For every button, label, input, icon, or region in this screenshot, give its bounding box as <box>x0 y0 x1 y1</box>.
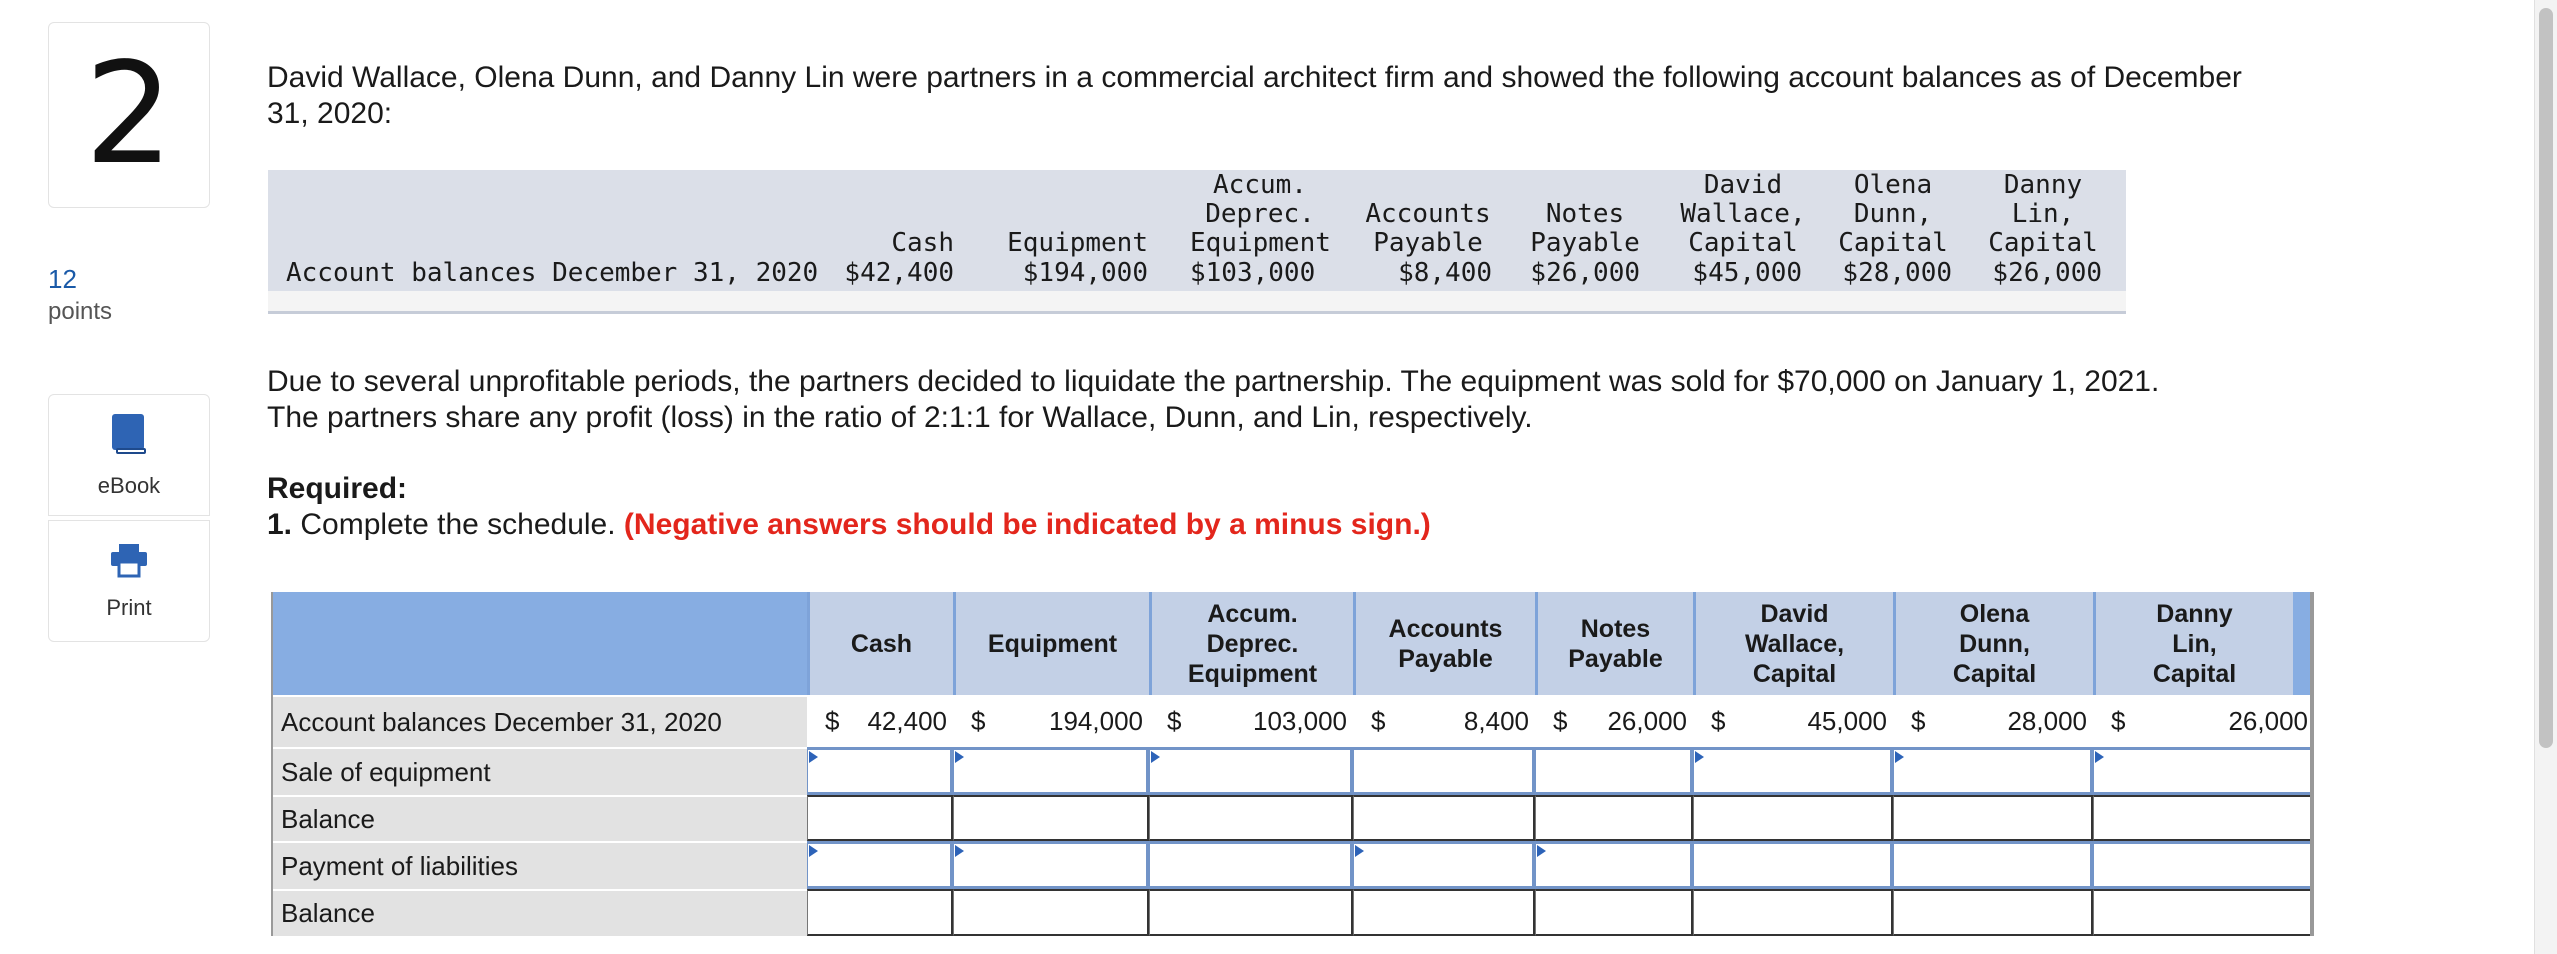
input-flag-icon <box>1895 751 1904 763</box>
schedule-header-dunn-capital: Olena Dunn, Capital <box>1893 592 2093 695</box>
payment-wallace-capital-input[interactable] <box>1693 841 1893 889</box>
liquidation-paragraph: Due to several unprofitable periods, the partners decided to liquidate the partnership. The equipment was sold for $70,000 on January 1, 2021. The partners share any profit (loss) in the ratio of 2:1:1 for Wallace, Dunn, and Lin, respectively. <box>267 365 2160 434</box>
row-label: Balance <box>271 889 807 936</box>
schedule-header-lin-capital: Danny Lin, Capital <box>2093 592 2293 695</box>
balance-notes-payable: $ 26,000 <box>1553 705 1687 736</box>
input-flag-icon <box>955 845 964 857</box>
printer-icon <box>109 542 149 583</box>
table-row <box>271 795 2314 841</box>
balance2-dunn-capital-input[interactable] <box>1893 889 2093 936</box>
points-label: points <box>48 298 113 325</box>
requirement-1: 1. Complete the schedule. (Negative answers should be indicated by a minus sign.) <box>267 508 1431 541</box>
input-flag-icon <box>1695 751 1704 763</box>
sale-equipment-input[interactable] <box>953 747 1149 795</box>
balance2-lin-capital-input[interactable] <box>2093 889 2314 936</box>
negative-answer-warning: (Negative answers should be indicated by a minus sign.) <box>623 508 1431 541</box>
table-row <box>271 695 2314 747</box>
ebook-button[interactable] <box>48 394 210 516</box>
balance1-dunn-capital-input[interactable] <box>1893 795 2093 841</box>
balance-cash: $ 42,400 <box>825 705 947 736</box>
row-label: Account balances December 31, 2020 <box>271 695 807 747</box>
balance-accum-deprec: $ 103,000 <box>1167 705 1347 736</box>
input-flag-icon <box>809 751 818 763</box>
payment-notes-payable-input[interactable] <box>1535 841 1693 889</box>
book-icon <box>110 412 148 461</box>
sale-dunn-capital-input[interactable] <box>1893 747 2093 795</box>
balance1-notes-payable-input[interactable] <box>1535 795 1693 841</box>
schedule-header-accum-deprec: Accum. Deprec. Equipment <box>1149 592 1353 695</box>
schedule-header-notes-payable: Notes Payable <box>1535 592 1693 695</box>
print-button[interactable] <box>48 520 210 642</box>
balance1-cash-input[interactable] <box>807 795 953 841</box>
liquidation-schedule <box>271 592 2314 936</box>
table-row <box>271 841 2314 889</box>
balance1-equipment-input[interactable] <box>953 795 1149 841</box>
balance2-equipment-input[interactable] <box>953 889 1149 936</box>
input-flag-icon <box>1151 751 1160 763</box>
print-label: Print <box>106 594 152 620</box>
payment-dunn-capital-input[interactable] <box>1893 841 2093 889</box>
balance2-wallace-capital-input[interactable] <box>1693 889 1893 936</box>
balance-wallace-capital: $ 45,000 <box>1711 705 1887 736</box>
required-heading: Required: <box>267 472 408 505</box>
given-row-label: Account balances December 31, 2020 <box>286 258 819 288</box>
balance-equipment: $ 194,000 <box>971 705 1143 736</box>
payment-lin-capital-input[interactable] <box>2093 841 2314 889</box>
table-row <box>271 889 2314 936</box>
schedule-header-accounts-payable: Accounts Payable <box>1353 592 1535 695</box>
page-scrollbar[interactable] <box>2534 0 2557 954</box>
payment-equipment-input[interactable] <box>953 841 1149 889</box>
balance2-notes-payable-input[interactable] <box>1535 889 1693 936</box>
balance2-cash-input[interactable] <box>807 889 953 936</box>
balance1-lin-capital-input[interactable] <box>2093 795 2314 841</box>
scrollbar-thumb[interactable] <box>2539 8 2553 748</box>
sale-notes-payable-input[interactable] <box>1535 747 1693 795</box>
payment-accounts-payable-input[interactable] <box>1353 841 1535 889</box>
balance1-accum-deprec-input[interactable] <box>1149 795 1353 841</box>
payment-accum-deprec-input[interactable] <box>1149 841 1353 889</box>
balance2-accum-deprec-input[interactable] <box>1149 889 1353 936</box>
balance-lin-capital: $ 26,000 <box>2111 705 2308 736</box>
sale-wallace-capital-input[interactable] <box>1693 747 1893 795</box>
table-row <box>271 747 2314 795</box>
question-number: 2 <box>84 33 174 196</box>
schedule-header-cash: Cash <box>807 592 953 695</box>
sale-accounts-payable-input[interactable] <box>1353 747 1535 795</box>
schedule-header-wallace-capital: David Wallace, Capital <box>1693 592 1893 695</box>
schedule-header-equipment: Equipment <box>953 592 1149 695</box>
sale-accum-deprec-input[interactable] <box>1149 747 1353 795</box>
input-flag-icon <box>1537 845 1546 857</box>
given-col-cash: Cash $42,400 <box>844 228 954 288</box>
input-flag-icon <box>2095 751 2104 763</box>
balance1-accounts-payable-input[interactable] <box>1353 795 1535 841</box>
row-label: Balance <box>271 795 807 841</box>
balance2-accounts-payable-input[interactable] <box>1353 889 1535 936</box>
ebook-label: eBook <box>97 472 161 498</box>
intro-paragraph: David Wallace, Olena Dunn, and Danny Lin were partners in a commercial architect firm and showed the following account balances as of December 31, 2020: <box>267 61 2242 130</box>
payment-cash-input[interactable] <box>807 841 953 889</box>
given-balances-table: Account balances December 31, 2020 Cash $42,400 Equipment $194,000 Accum. Deprec. Equipment $103,000 Accounts Payable $8,400 Notes Payable $26,000 David Wallace, Capital $45,000 Olena Dunn, Capital $28,000 Danny Lin, Capital $26,000 <box>268 170 2126 314</box>
balance-accounts-payable: $ 8,400 <box>1371 705 1529 736</box>
points-value: 12 <box>48 264 77 294</box>
sale-lin-capital-input[interactable] <box>2093 747 2314 795</box>
row-label: Payment of liabilities <box>271 841 807 889</box>
row-label: Sale of equipment <box>271 747 807 795</box>
balance1-wallace-capital-input[interactable] <box>1693 795 1893 841</box>
input-flag-icon <box>809 845 818 857</box>
sale-cash-input[interactable] <box>807 747 953 795</box>
input-flag-icon <box>1355 845 1364 857</box>
input-flag-icon <box>955 751 964 763</box>
question-number-box <box>48 22 210 208</box>
balance-dunn-capital: $ 28,000 <box>1911 705 2087 736</box>
